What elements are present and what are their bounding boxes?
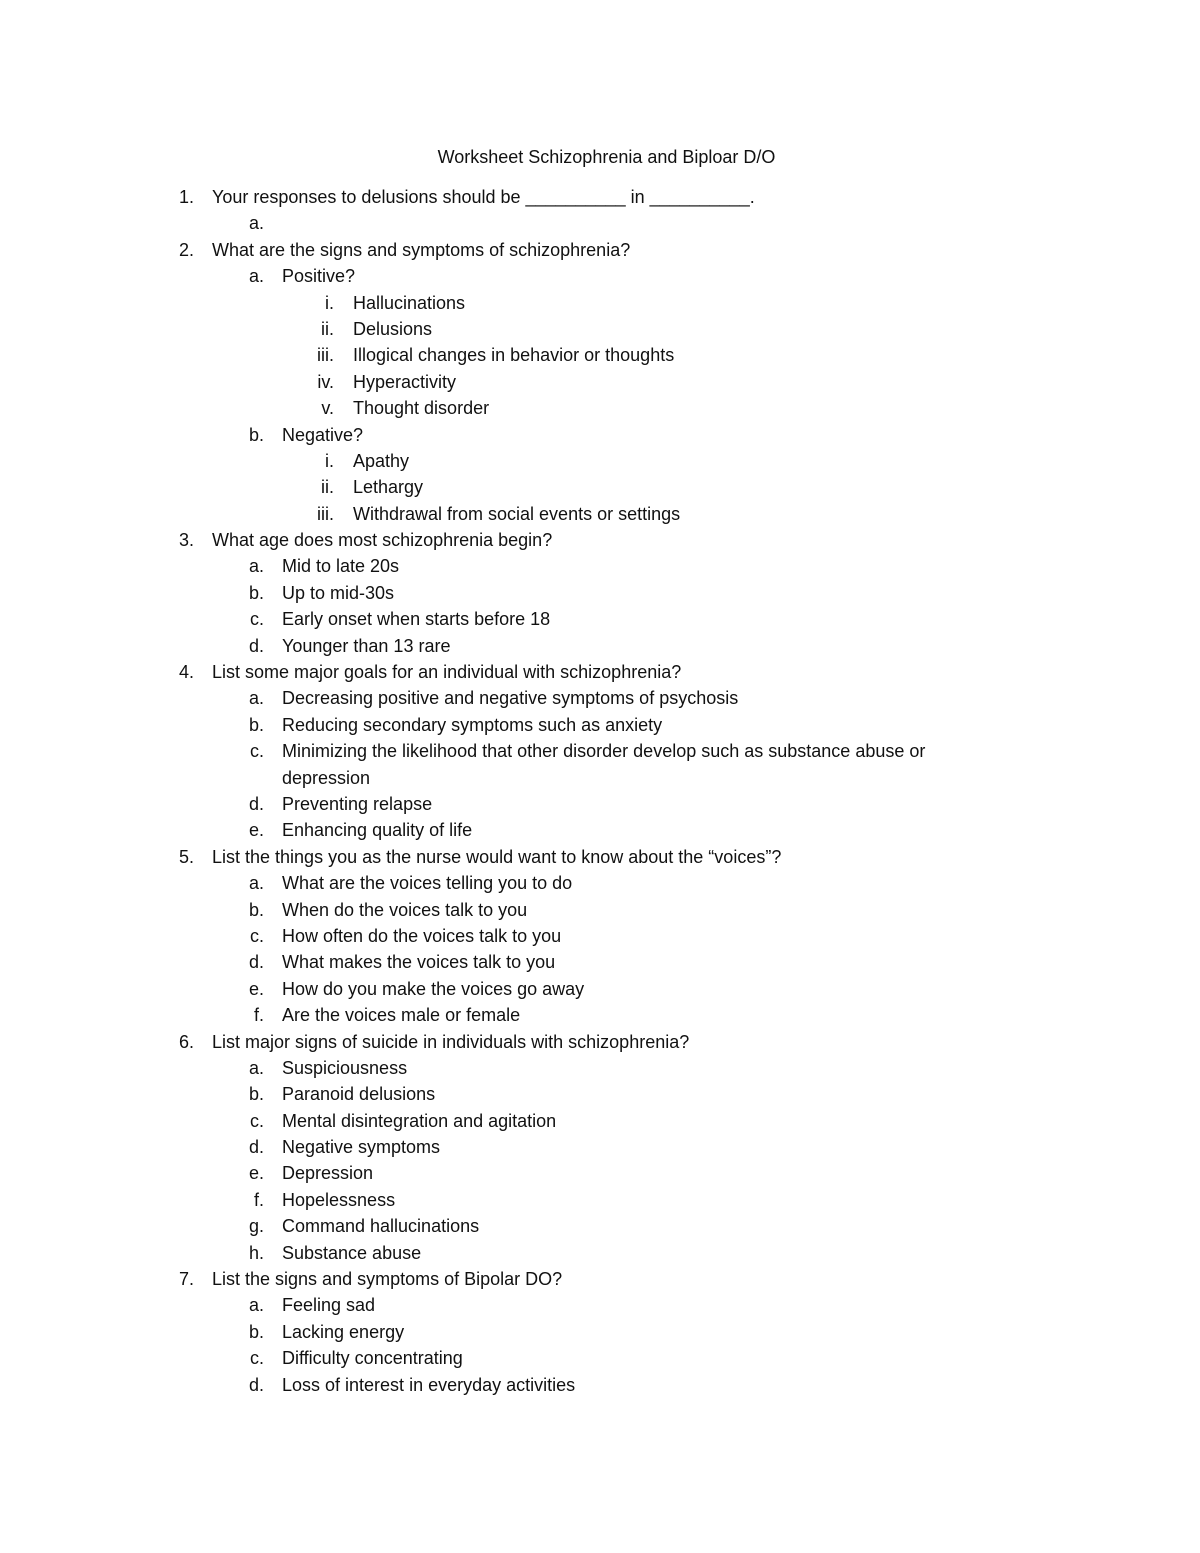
item-text: Negative? <box>282 424 364 445</box>
answer-item <box>0 1160 1200 1186</box>
answer-item <box>0 606 1200 632</box>
question-text: List the signs and symptoms of Bipolar DO? <box>212 1269 563 1290</box>
answer-item <box>0 949 1200 975</box>
item-marker: c. <box>249 1348 264 1369</box>
sub-item <box>0 474 1200 500</box>
sub-item <box>0 501 1200 527</box>
item-text: Apathy <box>353 450 410 471</box>
item-marker: a. <box>248 1295 264 1316</box>
answer-item <box>0 685 1200 711</box>
question-1 <box>0 184 1200 210</box>
item-marker: i. <box>325 450 334 471</box>
item-marker: b. <box>248 424 264 445</box>
answer-item <box>0 1372 1200 1398</box>
item-text: Minimizing the likelihood that other disorder develop such as substance abuse or depression <box>282 741 926 788</box>
item-text: Decreasing positive and negative symptoms of psychosis <box>282 688 739 709</box>
answer-item <box>0 1081 1200 1107</box>
item-marker: e. <box>248 1163 264 1184</box>
answer-item <box>0 897 1200 923</box>
answer-item <box>0 738 1200 791</box>
sub-item <box>0 342 1200 368</box>
answer-item <box>0 1292 1200 1318</box>
item-marker: d. <box>248 794 264 814</box>
item-text: Mid to late 20s <box>282 556 400 577</box>
question-3 <box>0 527 1200 553</box>
question-number: 5. <box>178 846 194 867</box>
item-text: Command hallucinations <box>282 1216 480 1237</box>
question-text: List the things you as the nurse would want to know about the “voices”? <box>212 846 782 867</box>
question-number: 2. <box>178 239 194 260</box>
item-marker: b. <box>248 1084 264 1105</box>
item-text: What are the voices telling you to do <box>282 873 573 894</box>
question-number: 3. <box>178 530 194 551</box>
item-marker: iii. <box>317 345 334 366</box>
answer-item <box>0 817 1200 843</box>
answer-item <box>0 1002 1200 1028</box>
item-text: Up to mid-30s <box>282 582 395 603</box>
item-text: Lacking energy <box>282 1321 405 1342</box>
item-text: Enhancing quality of life <box>282 820 473 841</box>
item-marker: ii. <box>321 477 334 498</box>
item-marker: d. <box>248 1137 264 1158</box>
item-marker: iv. <box>317 371 334 392</box>
question-6 <box>0 1029 1200 1055</box>
item-marker: a. <box>248 688 264 709</box>
item-marker: c. <box>249 925 264 946</box>
item-text: Loss of interest in everyday activities <box>282 1374 576 1395</box>
answer-item <box>0 870 1200 896</box>
question-text: What are the signs and symptoms of schizophrenia? <box>212 239 631 260</box>
answer-item <box>0 1055 1200 1081</box>
question-list <box>0 184 1200 1398</box>
answer-item <box>0 422 1200 448</box>
sub-item <box>0 290 1200 316</box>
sub-item <box>0 316 1200 342</box>
item-text: Early onset when starts before 18 <box>282 609 551 630</box>
item-text: Feeling sad <box>282 1295 376 1316</box>
item-text: Reducing secondary symptoms such as anxiety <box>282 714 663 735</box>
item-text: Lethargy <box>353 477 424 498</box>
answer-item <box>0 791 1200 817</box>
item-text: Mental disintegration and agitation <box>282 1110 557 1131</box>
question-text: What age does most schizophrenia begin? <box>212 530 553 551</box>
item-text: Hallucinations <box>353 292 466 313</box>
item-marker: g. <box>248 1216 264 1237</box>
item-marker: h. <box>248 1242 264 1263</box>
sub-item <box>0 395 1200 421</box>
item-text: Negative symptoms <box>282 1137 441 1158</box>
item-marker: f. <box>253 1005 264 1026</box>
question-number: 1. <box>178 187 194 207</box>
answer-item <box>0 1134 1200 1160</box>
item-marker: d. <box>248 1374 264 1395</box>
item-text: Suspiciousness <box>282 1057 408 1078</box>
item-text: Delusions <box>353 318 433 339</box>
item-marker: d. <box>248 635 264 656</box>
item-text: When do the voices talk to you <box>282 899 528 920</box>
item-marker: c. <box>249 1110 264 1131</box>
item-marker: b. <box>248 899 264 920</box>
question-2 <box>0 237 1200 263</box>
item-text: Substance abuse <box>282 1242 422 1263</box>
sub-item <box>0 369 1200 395</box>
answer-item <box>0 263 1200 289</box>
item-marker: a. <box>248 1057 264 1078</box>
answer-item <box>0 1108 1200 1134</box>
question-number: 4. <box>178 662 194 683</box>
item-text: Preventing relapse <box>282 794 433 814</box>
item-text: Depression <box>282 1163 374 1184</box>
question-text: List some major goals for an individual with schizophrenia? <box>212 662 682 683</box>
question-4 <box>0 659 1200 685</box>
item-text: Are the voices male or female <box>282 1005 521 1026</box>
item-text: Hopelessness <box>282 1189 396 1210</box>
answer-item <box>0 1345 1200 1371</box>
question-number: 7. <box>178 1269 194 1290</box>
item-marker: iii. <box>317 503 334 524</box>
answer-item <box>0 580 1200 606</box>
item-marker: f. <box>253 1189 264 1210</box>
item-marker: b. <box>248 582 264 603</box>
item-marker: a. <box>248 266 264 287</box>
item-text: Thought disorder <box>353 398 490 419</box>
item-text: Illogical changes in behavior or thoughts <box>353 345 675 366</box>
answer-item <box>0 923 1200 949</box>
answer-item <box>0 976 1200 1002</box>
item-text: Hyperactivity <box>353 371 457 392</box>
page-title: Worksheet Schizophrenia and Biploar D/O <box>437 147 776 167</box>
answer-item <box>0 1319 1200 1345</box>
item-text: Difficulty concentrating <box>282 1348 463 1369</box>
question-7 <box>0 1266 1200 1292</box>
item-marker: a. <box>248 213 264 234</box>
answer-item <box>0 1213 1200 1239</box>
item-text: Withdrawal from social events or settings <box>353 503 681 524</box>
item-marker: i. <box>325 292 334 313</box>
item-text: Younger than 13 rare <box>282 635 451 656</box>
item-text: Paranoid delusions <box>282 1084 436 1105</box>
answer-item <box>0 1187 1200 1213</box>
sub-item <box>0 448 1200 474</box>
item-marker: c. <box>249 609 264 630</box>
question-5 <box>0 844 1200 870</box>
question-text: List major signs of suicide in individuals with schizophrenia? <box>212 1031 690 1052</box>
answer-item <box>0 712 1200 738</box>
item-text: How do you make the voices go away <box>282 978 585 999</box>
answer-item <box>0 210 1200 236</box>
item-marker: v. <box>321 398 334 419</box>
item-marker: a. <box>248 873 264 894</box>
item-marker: d. <box>248 952 264 973</box>
item-marker: c. <box>249 741 264 762</box>
item-marker: e. <box>248 820 264 841</box>
answer-item <box>0 1240 1200 1266</box>
question-number: 6. <box>178 1031 194 1052</box>
item-text: Positive? <box>282 266 356 287</box>
item-marker: e. <box>248 978 264 999</box>
item-marker: b. <box>248 714 264 735</box>
answer-item <box>0 633 1200 659</box>
item-marker: a. <box>248 556 264 577</box>
question-text: Your responses to delusions should be __________ in __________. <box>212 187 755 207</box>
item-text: What makes the voices talk to you <box>282 952 556 973</box>
answer-item <box>0 553 1200 579</box>
item-text: How often do the voices talk to you <box>282 925 562 946</box>
item-marker: b. <box>248 1321 264 1342</box>
item-marker: ii. <box>321 318 334 339</box>
